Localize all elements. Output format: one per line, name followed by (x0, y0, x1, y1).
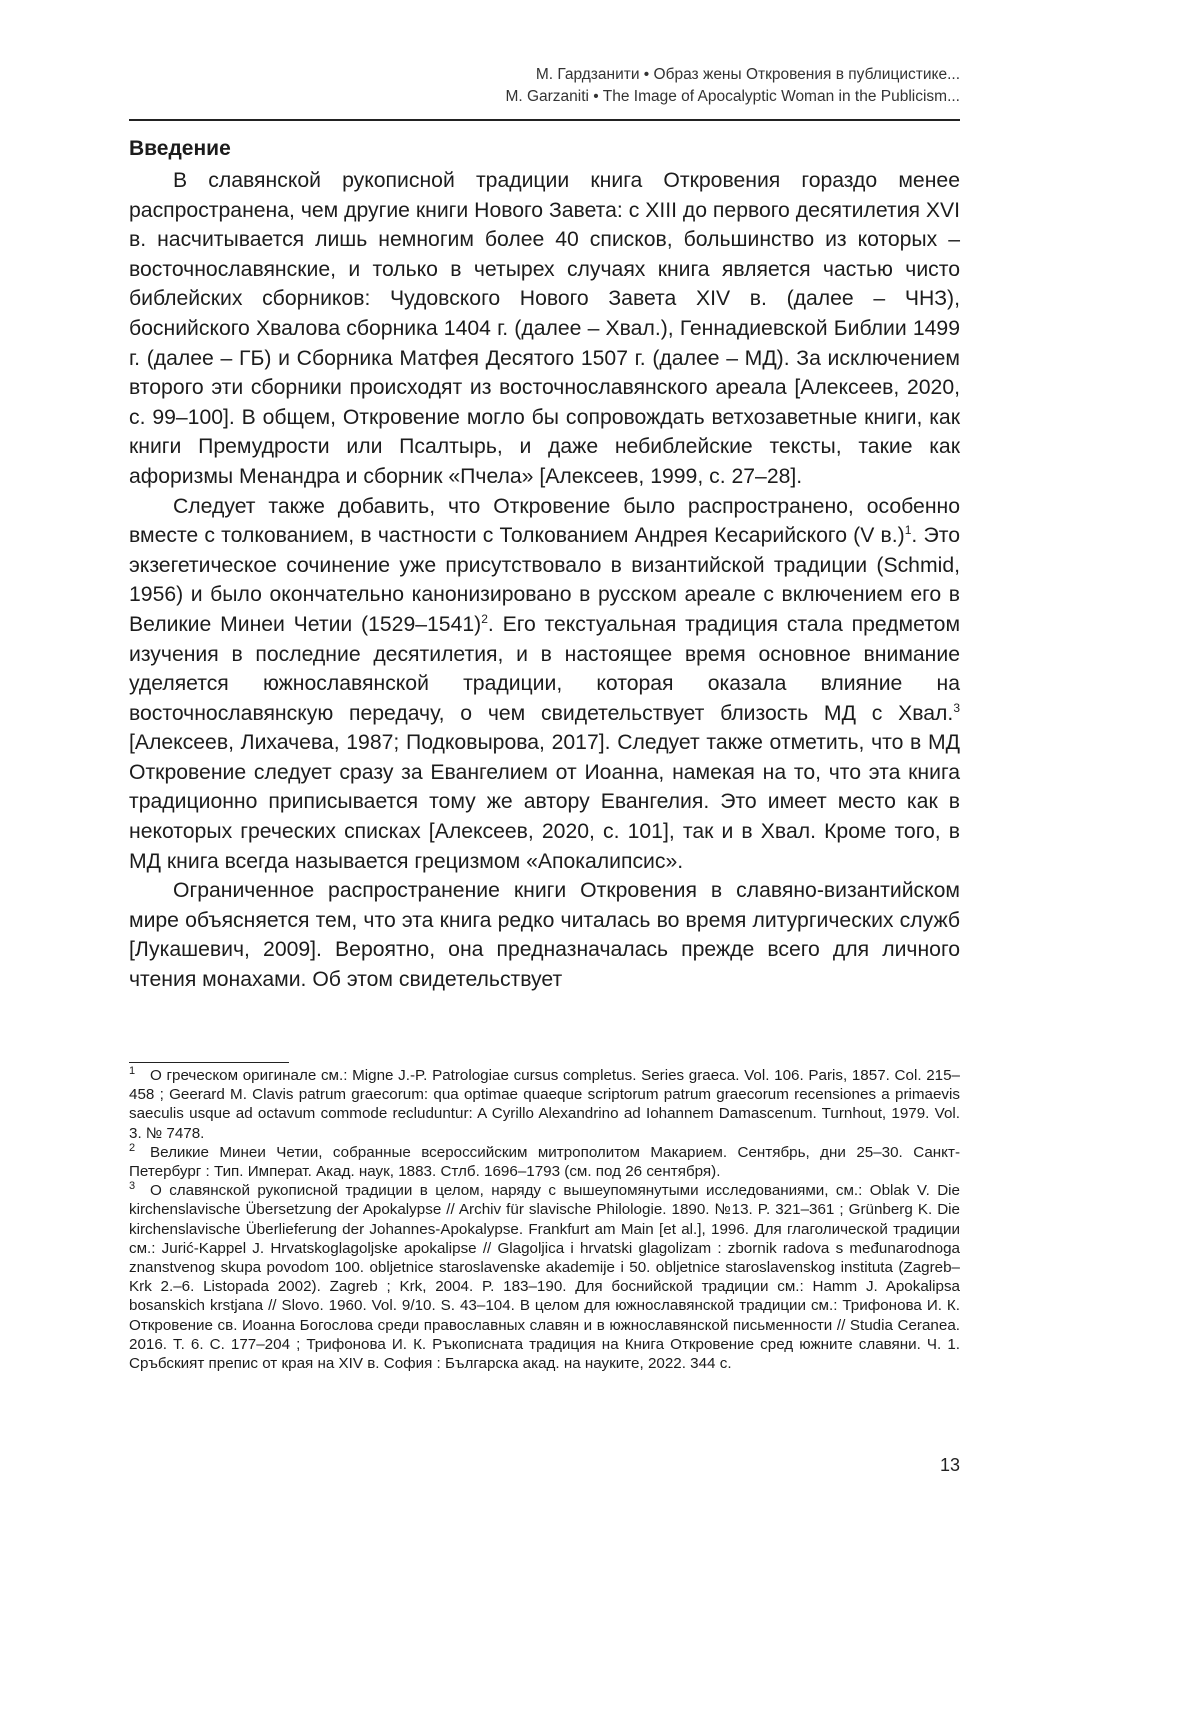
footnote-2: 2 Великие Минеи Четии, собранные всероссийским митрополитом Макарием. Сентябрь, дни 25–30. Санкт-Петербург : Тип. Императ. Акад. наук, 1883. Стлб. 1696–1793 (см. под 26 сентября). (129, 1143, 960, 1181)
document-page (0, 0, 1083, 1536)
footnote-ref-3[interactable]: 3 (953, 701, 960, 715)
running-header-russian: М. Гардзанити • Образ жены Откровения в публицистике... (129, 64, 960, 86)
paragraph-1: В славянской рукописной традиции книга Откровения гораздо менее распространена, чем другие книги Нового Завета: с XIII до первого десятилетия XVI в. насчитывается лишь немногим более 40 списков, большинство из которых – восточнославянские, и только в четырех случаях книга является частью чисто библейских сборников: Чудовского Нового Завета XIV в. (далее – ЧНЗ), боснийского Хвалова сборника 1404 г. (далее – Хвал.), Геннадиевской Библии 1499 г. (далее – ГБ) и Сборника Матфея Десятого 1507 г. (далее – МД). За исключением второго эти сборники происходят из восточнославянского ареала [Алексеев, 2020, с. 99–100]. В общем, Откровение могло бы сопровождать ветхозаветные книги, как книги Премудрости или Псалтырь, и даже небиблейские тексты, такие как афоризмы Менандра и сборник «Пчела» [Алексеев, 1999, с. 27–28]. (129, 166, 960, 492)
footnote-1: 1 О греческом оригинале см.: Migne J.-P. Patrologiae cursus completus. Series graeca. Vol. 106. Paris, 1857. Col. 215–458 ; Geerard M. Clavis patrum graecorum: qua optimae quaeque scriptorum patrum graecorum recensiones a primaevis saeculis usque ad octavum commode recluduntur: A Cyrillo Alexandrino ad Iohannem Damascenum. Turnhout, 1979. Vol. 3. № 7478. (129, 1066, 960, 1143)
footnote-ref-1[interactable]: 1 (905, 523, 912, 537)
header-divider (129, 119, 960, 121)
page-number: 13 (940, 1455, 960, 1476)
footnote-text: О греческом оригинале см.: Migne J.-P. Patrologiae cursus completus. Series graeca. Vol. 106. Paris, 1857. Col. 215–458 ; Geerard M. Clavis patrum graecorum: qua optimae quaeque scriptorum patrum graecorum recensiones a primaevis saeculis usque ad octavum commode recluduntur: A Cyrillo Alexandrino ad Iohannem Damascenum. Turnhout, 1979. Vol. 3. № 7478. (129, 1067, 960, 1142)
paragraph-2-part-2: . Это экзегетическое сочинение уже присутствовало в византийской традиции (Schmid, 1956) и было окончательно канонизировано в русском ареале с включением его в Великие Минеи Четии (1529–1541) (129, 524, 960, 636)
paragraph-2-part-1: Следует также добавить, что Откровение было распространено, особенно вместе с толкованием, в частности с Толкованием Андрея Кесарийского (V в.) (129, 495, 960, 548)
footnotes (129, 1066, 960, 1373)
running-header-english: M. Garzaniti • The Image of Apocalyptic Woman in the Publicism... (129, 86, 960, 108)
section-title: Введение (129, 132, 960, 166)
footnote-text: Великие Минеи Четии, собранные всероссийским митрополитом Макарием. Сентябрь, дни 25–30. Санкт-Петербург : Тип. Императ. Акад. наук, 1883. Стлб. 1696–1793 (см. под 26 сентября). (129, 1144, 960, 1180)
paragraph-2-part-4: [Алексеев, Лихачева, 1987; Подковырова, 2017]. Следует также отметить, что в МД Откровение следует сразу за Евангелием от Иоанна, намекая на то, что эта книга традиционно приписывается тому же автору Евангелия. Это имеет место как в некоторых греческих списках [Алексеев, 2020, с. 101], так и в Хвал. Кроме того, в МД книга всегда называется грецизмом «Апокалипсис». (129, 731, 960, 872)
paragraph-2-part-3: . Его текстуальная традиция стала предметом изучения в последние десятилетия, и в настоящее время основное внимание уделяется южнославянской традиции, которая оказала влияние на восточнославянскую передачу, о чем свидетельствует близость МД с Хвал. (129, 613, 960, 725)
running-header (129, 64, 960, 108)
paragraph-2 (129, 492, 960, 877)
main-text (129, 132, 960, 995)
footnote-3: 3 О славянской рукописной традиции в целом, наряду с вышеупомянутыми исследованиями, см.: Oblak V. Die kirchenslavische Übersetzung der Apokalypse // Archiv für slavische Philologie. 1890. №13. P. 321–361 ; Grünberg K. Die kirchenslavische Überlieferung der Johannes-Apokalypse. Frankfurt am Main [et al.], 1996. Для глаголической традиции см.: Jurić-Kappel J. Hrvatskoglagoljske apokalipse // Glagoljica i hrvatski glagolizam : zbornik radova s međunarodnoga znanstvenog skupa povodom 100. obljetnice staroslavenske akademije i 50. obljetnice staroslavenskog instituta (Zagreb–Krk 2.–6. Listopada 2002). Zagreb ; Krk, 2004. P. 183–190. Для боснийской традиции см.: Hamm J. Apokalipsa bosanskich krstjana // Slovo. 1960. Vol. 9/10. S. 43–104. В целом для южнославянской традиции см.: Трифонова И. К. Откровение св. Иоанна Богослова среди православных славян и в южнославянской письменности // Studia Ceranea. 2016. Т. 6. С. 177–204 ; Трифонова И. К. Ръкописната традиция на Книга Откровение сред южните славяни. Ч. 1. Сръбският препис от края на XIV в. София : Българска акад. на науките, 2022. 344 с. (129, 1181, 960, 1373)
footnote-ref-2[interactable]: 2 (481, 612, 488, 626)
paragraph-3: Ограниченное распространение книги Откровения в славяно-византийском мире объясняется тем, что эта книга редко читалась во время литургических служб [Лукашевич, 2009]. Вероятно, она предназначалась прежде всего для личного чтения монахами. Об этом свидетельствует (129, 876, 960, 994)
footnote-text: О славянской рукописной традиции в целом, наряду с вышеупомянутыми исследованиями, см.: Oblak V. Die kirchenslavische Übersetzung der Apokalypse // Archiv für slavische Philologie. 1890. №13. P. 321–361 ; Grünberg K. Die kirchenslavische Überlieferung der Johannes-Apokalypse. Frankfurt am Main [et al.], 1996. Для глаголической традиции см.: Jurić-Kappel J. Hrvatskoglagoljske apokalipse // Glagoljica i hrvatski glagolizam : zbornik radova s međunarodnoga znanstvenog skupa povodom 100. obljetnice staroslavenske akademije i 50. obljetnice staroslavenskog instituta (Zagreb–Krk 2.–6. Listopada 2002). Zagreb ; Krk, 2004. P. 183–190. Для боснийской традиции см.: Hamm J. Apokalipsa bosanskich krstjana // Slovo. 1960. Vol. 9/10. S. 43–104. В целом для южнославянской традиции см.: Трифонова И. К. Откровение св. Иоанна Богослова среди православных славян и в южнославянской письменности // Studia Ceranea. 2016. Т. 6. С. 177–204 ; Трифонова И. К. Ръкописната традиция на Книга Откровение сред южните славяни. Ч. 1. Сръбският препис от края на XIV в. София : Българска акад. на науките, 2022. 344 с. (129, 1182, 960, 1372)
footnote-divider (129, 1062, 289, 1063)
